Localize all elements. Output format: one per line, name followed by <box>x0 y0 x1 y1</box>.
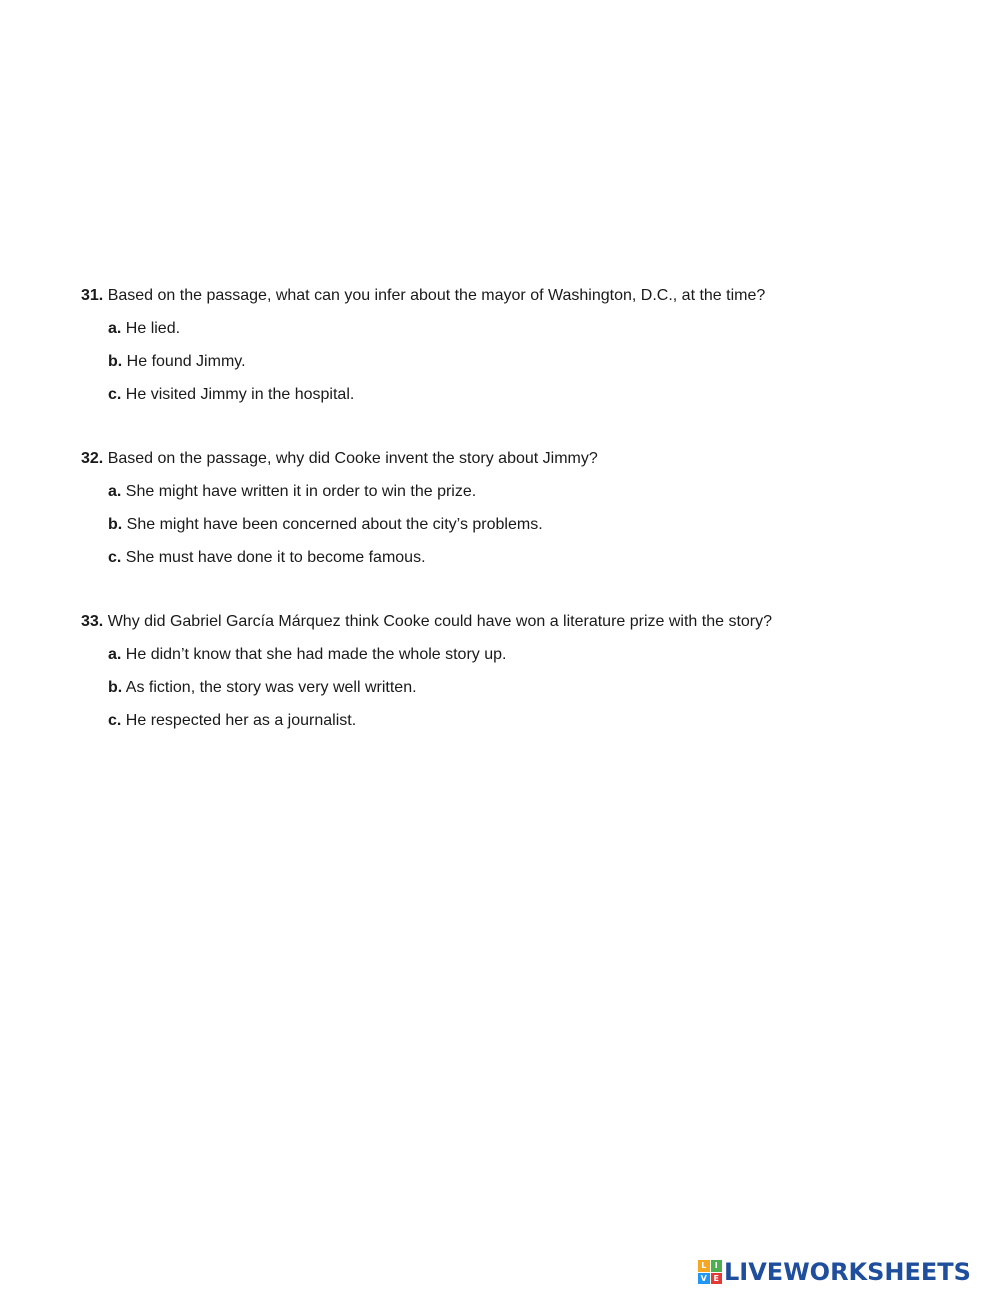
question-text: Based on the passage, why did Cooke invent the story about Jimmy? <box>107 450 598 467</box>
question-number: 32. <box>81 450 104 467</box>
question-33 <box>81 612 961 744</box>
option-letter: b. <box>108 353 123 370</box>
option-letter: a. <box>108 646 122 663</box>
logo-icon <box>698 1260 722 1284</box>
option-text: He respected her as a journalist. <box>125 712 357 729</box>
option-letter: c. <box>108 712 122 729</box>
question-31 <box>81 286 961 418</box>
liveworksheets-logo <box>698 1257 971 1287</box>
logo-text: LIVEWORKSHEETS <box>724 1258 971 1286</box>
option-text: He lied. <box>125 320 181 337</box>
option-letter: a. <box>108 320 122 337</box>
option-letter: c. <box>108 386 122 403</box>
option-text: He didn’t know that she had made the whole story up. <box>125 646 507 663</box>
logo-letter-i: I <box>711 1260 723 1272</box>
option-letter: b. <box>108 679 123 696</box>
question-text: Why did Gabriel García Márquez think Cooke could have won a literature prize with the story? <box>107 613 773 630</box>
option-a <box>81 482 961 515</box>
option-text: He visited Jimmy in the hospital. <box>125 386 355 403</box>
question-number: 31. <box>81 287 104 304</box>
option-text: She must have done it to become famous. <box>125 549 426 566</box>
option-c <box>81 385 961 418</box>
option-a <box>81 645 961 678</box>
option-text: She might have written it in order to win the prize. <box>125 483 477 500</box>
option-c <box>81 711 961 744</box>
logo-letter-v: V <box>698 1273 710 1285</box>
option-letter: c. <box>108 549 122 566</box>
logo-letter-e: E <box>711 1273 723 1285</box>
option-letter: a. <box>108 483 122 500</box>
question-number: 33. <box>81 613 104 630</box>
option-text: As fiction, the story was very well written. <box>125 679 417 696</box>
option-b <box>81 352 961 385</box>
option-b <box>81 515 961 548</box>
question-stem <box>81 612 961 645</box>
option-text: She might have been concerned about the city’s problems. <box>126 516 543 533</box>
option-c <box>81 548 961 581</box>
question-32 <box>81 449 961 581</box>
option-a <box>81 319 961 352</box>
option-letter: b. <box>108 516 123 533</box>
logo-letter-l: L <box>698 1260 710 1272</box>
option-text: He found Jimmy. <box>126 353 246 370</box>
option-b <box>81 678 961 711</box>
question-stem <box>81 449 961 482</box>
question-text: Based on the passage, what can you infer about the mayor of Washington, D.C., at the time? <box>107 287 766 304</box>
question-stem <box>81 286 961 319</box>
